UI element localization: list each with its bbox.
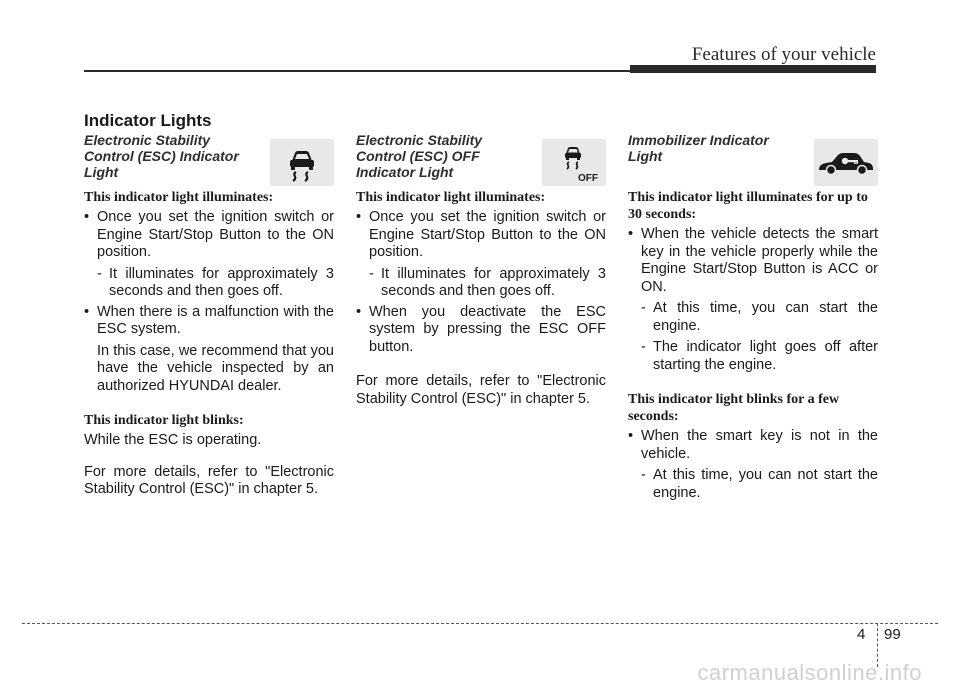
esc-off-icon-text: OFF [578, 173, 598, 184]
chapter-number: 4 [857, 626, 866, 643]
list-item: • When the smart key is not in the vehicle. [628, 428, 878, 462]
esc-icon [270, 139, 334, 186]
header-rule-thick [630, 65, 876, 73]
blinks-heading: This indicator light blinks for a few seconds: [628, 392, 840, 424]
page-number: 99 [884, 626, 901, 643]
column-title: Electronic Stability Control (ESC) Indicator Light [84, 132, 239, 180]
list-item: • When there is a malfunction with the ESC system. [84, 303, 334, 337]
column-title: Immobilizer Indicator Light [628, 132, 769, 164]
list-item: • Once you set the ignition switch or Engine Start/Stop Button to the ON position. [84, 209, 334, 260]
blinks-heading: This indicator light blinks: [84, 413, 244, 428]
more-details: For more details, refer to "Electronic Stability Control (ESC)" in chapter 5. [84, 463, 334, 497]
blinks-text: While the ESC is operating. [84, 432, 262, 448]
footer-rule [22, 623, 938, 624]
column-immobilizer [628, 132, 878, 505]
note-text: In this case, we recommend that you have the vehicle inspected by an authorized HYUNDAI dealer. [97, 342, 334, 394]
esc-off-icon [542, 139, 606, 186]
column-esc [84, 132, 334, 499]
immobilizer-icon [814, 139, 878, 186]
header-title: Features of your vehicle [691, 44, 876, 65]
illuminates-heading: This indicator light illuminates: [84, 190, 274, 205]
list-item: • When you deactivate the ESC system by pressing the ESC OFF button. [356, 303, 606, 355]
list-item: - It illuminates for approximately 3 seconds and then goes off. [97, 265, 334, 299]
section-title: Indicator Lights [84, 111, 212, 130]
illuminates-heading: This indicator light illuminates for up to 30 seconds: [628, 190, 868, 222]
list-item: - It illuminates for approximately 3 seconds and then goes off. [369, 265, 606, 299]
list-item: • When the vehicle detects the smart key in the vehicle properly while the Engine Start/Stop Button is ACC or ON. [628, 226, 878, 295]
more-details: For more details, refer to "Electronic Stability Control (ESC)" in chapter 5. [356, 373, 606, 407]
list-item: • Once you set the ignition switch or Engine Start/Stop Button to the ON position. [356, 209, 606, 260]
illuminates-heading: This indicator light illuminates: [356, 190, 546, 205]
list-item: - At this time, you can not start the engine. [641, 467, 878, 501]
watermark: carmanualsonline.info [697, 660, 922, 685]
list-item: - At this time, you can start the engine. [641, 300, 878, 334]
column-title: Electronic Stability Control (ESC) OFF Indicator Light [356, 132, 483, 180]
list-item: - The indicator light goes off after starting the engine. [641, 339, 878, 373]
column-esc-off [356, 132, 606, 408]
